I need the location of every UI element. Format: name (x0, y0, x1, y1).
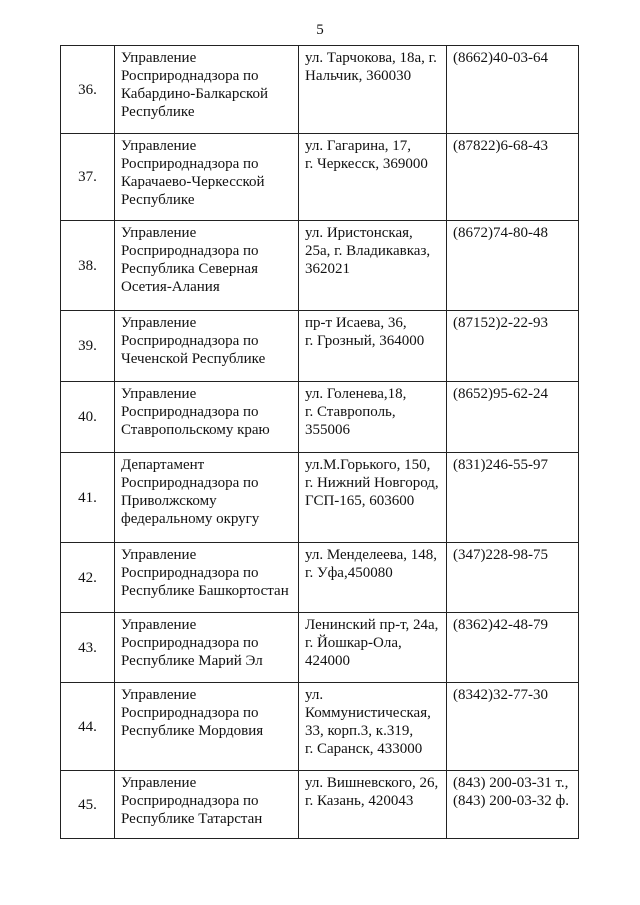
office-phone: (831)246-55-97 (447, 453, 579, 543)
table-row (61, 613, 579, 683)
offices-table (60, 45, 579, 839)
office-name: Управление Росприроднадзора по Республике Татарстан (115, 771, 299, 839)
table-row (61, 134, 579, 221)
office-address: ул. Голенева,18, г. Ставрополь, 355006 (299, 382, 447, 453)
table-row (61, 453, 579, 543)
office-address: ул. Коммунистическая, 33, корп.3, к.319, г. Саранск, 433000 (299, 683, 447, 771)
office-address: ул. Менделеева, 148, г. Уфа,450080 (299, 543, 447, 613)
row-number: 45. (61, 771, 115, 839)
office-phone: (8362)42-48-79 (447, 613, 579, 683)
office-name: Управление Росприроднадзора по Кабардино-Балкарской Республике (115, 46, 299, 134)
office-phone: (8342)32-77-30 (447, 683, 579, 771)
office-phone: (8652)95-62-24 (447, 382, 579, 453)
table-row (61, 543, 579, 613)
table-row (61, 311, 579, 382)
office-address: ул. Вишневского, 26, г. Казань, 420043 (299, 771, 447, 839)
row-number: 41. (61, 453, 115, 543)
table-row (61, 771, 579, 839)
row-number: 36. (61, 46, 115, 134)
office-phone: (8662)40-03-64 (447, 46, 579, 134)
table-row (61, 221, 579, 311)
office-name: Управление Росприроднадзора по Ставропольскому краю (115, 382, 299, 453)
office-phone: (87822)6-68-43 (447, 134, 579, 221)
table-row (61, 382, 579, 453)
office-name: Управление Росприроднадзора по Республике Марий Эл (115, 613, 299, 683)
office-name: Управление Росприроднадзора по Карачаево-Черкесской Республике (115, 134, 299, 221)
row-number: 40. (61, 382, 115, 453)
office-name: Департамент Росприроднадзора по Приволжскому федеральному округу (115, 453, 299, 543)
row-number: 38. (61, 221, 115, 311)
office-name: Управление Росприроднадзора по Республике Мордовия (115, 683, 299, 771)
office-phone: (8672)74-80-48 (447, 221, 579, 311)
office-phone: (347)228-98-75 (447, 543, 579, 613)
office-address: ул. Тарчокова, 18а, г. Нальчик, 360030 (299, 46, 447, 134)
office-address: ул.М.Горького, 150, г. Нижний Новгород, ГСП-165, 603600 (299, 453, 447, 543)
office-name: Управление Росприроднадзора по Республике Башкортостан (115, 543, 299, 613)
office-name: Управление Росприроднадзора по Республика Северная Осетия-Алания (115, 221, 299, 311)
office-address: ул. Иристонская, 25а, г. Владикавказ, 362021 (299, 221, 447, 311)
row-number: 37. (61, 134, 115, 221)
row-number: 44. (61, 683, 115, 771)
office-name: Управление Росприроднадзора по Чеченской Республике (115, 311, 299, 382)
table-row (61, 683, 579, 771)
office-address: ул. Гагарина, 17, г. Черкесск, 369000 (299, 134, 447, 221)
office-phone: (87152)2-22-93 (447, 311, 579, 382)
table-row (61, 46, 579, 134)
office-address: Ленинский пр-т, 24а, г. Йошкар-Ола, 424000 (299, 613, 447, 683)
row-number: 43. (61, 613, 115, 683)
row-number: 42. (61, 543, 115, 613)
row-number: 39. (61, 311, 115, 382)
office-phone: (843) 200-03-31 т., (843) 200-03-32 ф. (447, 771, 579, 839)
office-address: пр-т Исаева, 36, г. Грозный, 364000 (299, 311, 447, 382)
page-number: 5 (316, 22, 324, 38)
